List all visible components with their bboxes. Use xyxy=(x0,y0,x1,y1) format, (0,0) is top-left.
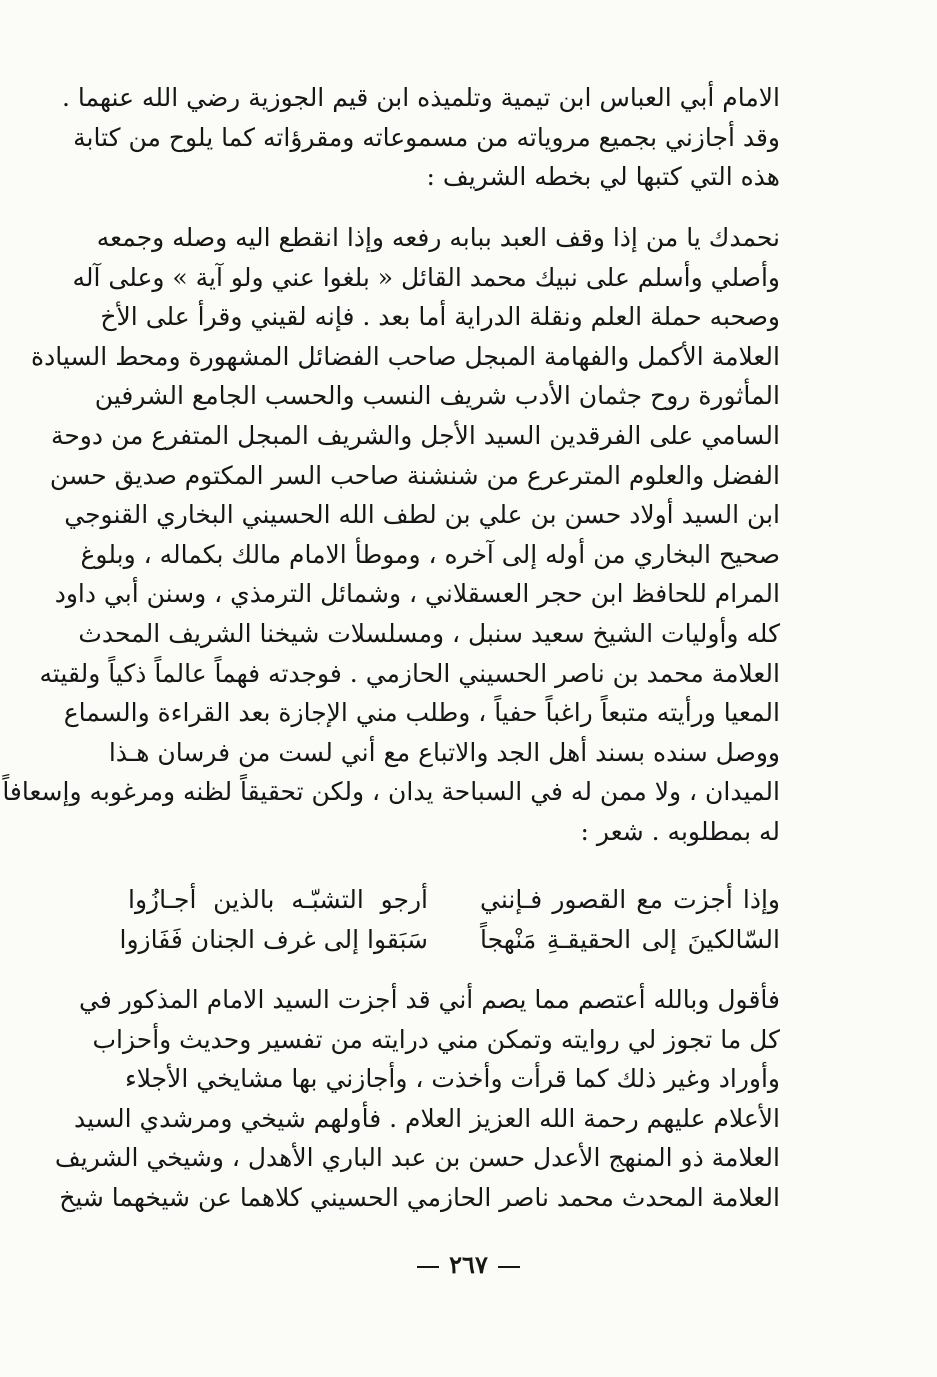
verse-line xyxy=(128,880,780,920)
text-line: وصحبه حملة العلم ونقلة الدراية أما بعد . فإنه لقيني وقرأ على الأخ xyxy=(100,302,780,332)
text-line: العلامة المحدث محمد ناصر الحازمي الحسيني كلاهما عن شيخهما شيخ xyxy=(59,1182,780,1212)
verse-first-half: السّالكينَ إلى الحقيقـةِ مَنْهجاً xyxy=(480,925,780,954)
text-line: صحيح البخاري من أوله إلى آخره ، وموطأ الامام مالك بكماله ، وبلوغ xyxy=(80,539,780,569)
page-number xyxy=(0,1250,937,1279)
verse-line xyxy=(119,920,780,960)
page-number-value: ٢٦٧ xyxy=(449,1250,488,1279)
text-line: العلامة الأكمل والفهامة المبجل صاحب الفضائل المشهورة ومحط السيادة xyxy=(30,341,780,371)
text-line: له بمطلوبه . شعر : xyxy=(580,816,780,846)
text-line: الأعلام عليهم رحمة الله العزيز العلام . فأولهم شيخي ومرشدي السيد xyxy=(74,1103,780,1133)
text-line: نحمدك يا من إذا وقف العبد ببابه رفعه وإذا انقطع اليه وصله وجمعه xyxy=(96,223,780,252)
ijaza-letter-paragraph xyxy=(2,218,780,852)
verse-first-half: وإذا أجزت مع القصور فـإنني xyxy=(480,885,780,914)
text-line: الفضل والعلوم المترعرع من شنشنة صاحب السر المكتوم صديق حسن xyxy=(49,460,780,490)
text-line: المرام للحافظ ابن حجر العسقلاني ، وشمائل الترمذي ، وسنن أبي داود xyxy=(54,579,780,609)
text-line: وأصلي وأسلم على نبيك محمد القائل « بلغوا عني ولو آية » وعلى آله xyxy=(72,262,780,292)
text-line: السامي على الفرقدين السيد الأجل والشريف المبجل المتفرع من دوحة xyxy=(50,420,780,450)
text-line: هذه التي كتبها لي بخطه الشريف : xyxy=(426,162,780,192)
text-line: الامام أبي العباس ابن تيمية وتلميذه ابن قيم الجوزية رضي الله عنهما . xyxy=(62,83,780,112)
text-line: ووصل سنده بسند أهل الجد والاتباع مع أني لست من فرسان هـذا xyxy=(108,737,780,767)
closing-paragraph xyxy=(54,980,780,1218)
text-line: ابن السيد أولاد حسن بن علي بن لطف الله الحسيني البخاري القنوجي xyxy=(64,500,780,530)
poem-verses xyxy=(119,880,780,960)
dash-left xyxy=(498,1266,520,1268)
text-line: المعيا ورأيته متبعاً راغباً حفياً ، وطلب مني الإجازة بعد القراءة والسماع xyxy=(63,698,780,728)
opening-paragraph xyxy=(62,78,780,197)
text-line: العلامة ذو المنهج الأعدل حسن بن عبد الباري الأهدل ، وشيخي الشريف xyxy=(54,1143,780,1173)
text-line: وقد أجازني بجميع مروياته من مسموعاته ومقرؤاته كما يلوح من كتابة xyxy=(73,122,780,152)
text-line: كل ما تجوز لي روايته وتمكن مني درايته من تفسير وحديث وأحزاب xyxy=(92,1024,780,1054)
verse-second-half: سَبَقوا إلى غرف الجنان فَفَازوا xyxy=(119,925,428,954)
text-line: وأوراد وغير ذلك كما قرأت وأخذت ، وأجازني بها مشايخي الأجلاء xyxy=(124,1064,780,1094)
text-line: فأقول وبالله أعتصم مما يصم أني قد أجزت السيد الامام المذكور في xyxy=(78,985,780,1014)
text-line: الميدان ، ولا ممن له في السباحة يدان ، ولكن تحقيقاً لظنه ومرغوبه وإسعافاً xyxy=(2,777,780,807)
text-line: المأثورة روح جثمان الأدب شريف النسب والحسب الجامع الشرفين xyxy=(94,381,780,411)
text-line: العلامة محمد بن ناصر الحسيني الحازمي . فوجدته فهماً عالماً ذكياً ولقيته xyxy=(39,658,780,688)
verse-second-half: أرجو التشبّـه بالذين أجـازُوا xyxy=(128,885,428,914)
text-line: كله وأوليات الشيخ سعيد سنبل ، ومسلسلات شيخنا الشريف المحدث xyxy=(78,618,780,648)
dash-right xyxy=(417,1266,439,1268)
